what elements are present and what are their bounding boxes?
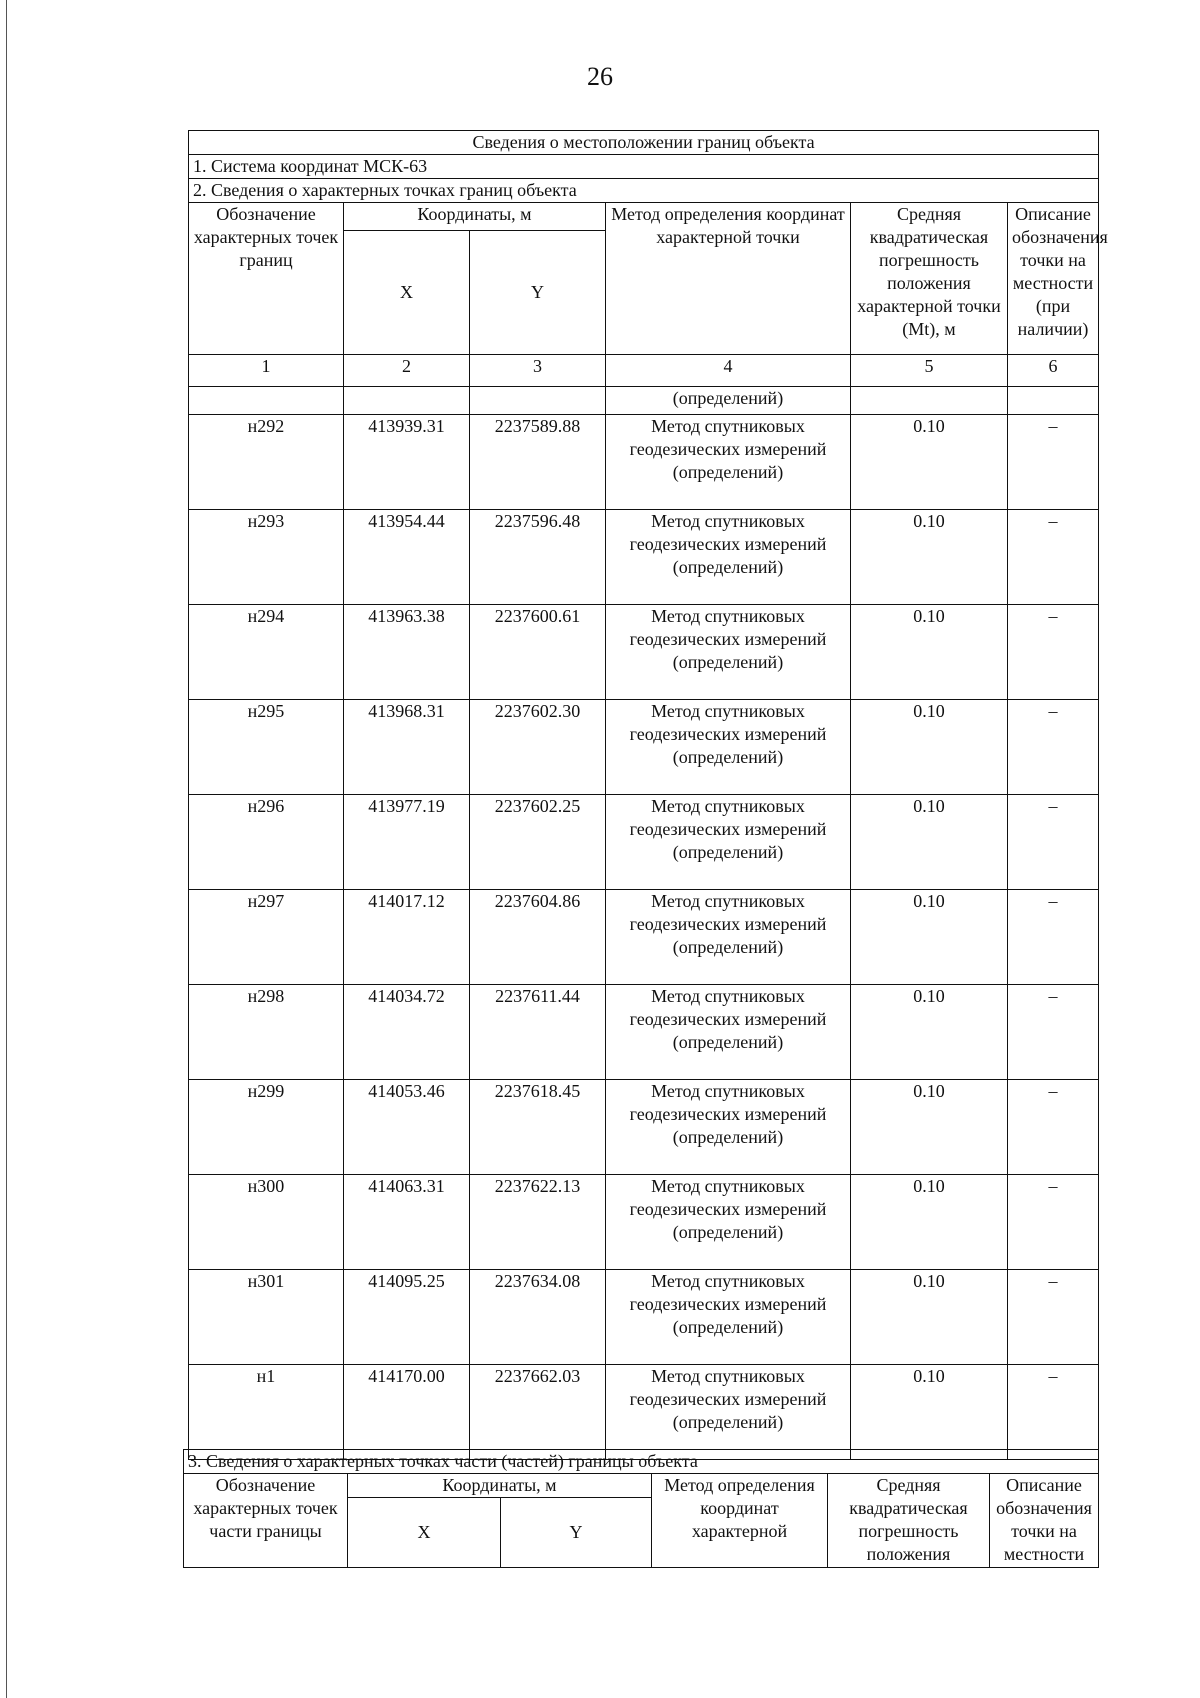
col-number-1: 1 [189,355,344,387]
table-title: Сведения о местоположении границ объекта [189,131,1099,155]
error-value: 0.10 [851,795,1008,890]
coord-x: 413977.19 [344,795,470,890]
point-designation: н296 [189,795,344,890]
point-description: – [1008,1270,1099,1365]
section-2-title: 2. Сведения о характерных точках границ объекта [189,179,1099,203]
coord-y: 2237634.08 [470,1270,606,1365]
table-row [189,1080,1099,1175]
table-row [189,605,1099,700]
header3-designation: Обозначение характерных точек части границы [184,1474,348,1568]
table-row [189,985,1099,1080]
header-coordinates: Координаты, м [344,203,606,231]
error-value: 0.10 [851,1365,1008,1460]
coord-x: 414095.25 [344,1270,470,1365]
table-row [189,700,1099,795]
method-text: Метод спутниковых геодезических измерений (определений) [606,795,851,890]
coord-y: 2237604.86 [470,890,606,985]
point-designation: н299 [189,1080,344,1175]
point-description: – [1008,795,1099,890]
coord-y: 2237600.61 [470,605,606,700]
coord-x: 414017.12 [344,890,470,985]
coord-y: 2237602.25 [470,795,606,890]
point-description: – [1008,1080,1099,1175]
header-description: Описание обозначения точки на местности (при наличии) [1008,203,1099,355]
coord-y: 2237662.03 [470,1365,606,1460]
coord-x: 413963.38 [344,605,470,700]
method-text: Метод спутниковых геодезических измерений (определений) [606,510,851,605]
coord-y: 2237596.48 [470,510,606,605]
point-description: – [1008,1175,1099,1270]
continuation-cell [189,387,344,415]
point-designation: н294 [189,605,344,700]
coord-x: 413968.31 [344,700,470,795]
point-description: – [1008,700,1099,795]
coord-y: 2237589.88 [470,415,606,510]
coord-y: 2237611.44 [470,985,606,1080]
point-description: – [1008,510,1099,605]
continuation-cell [344,387,470,415]
error-value: 0.10 [851,700,1008,795]
point-designation: н293 [189,510,344,605]
table-row [189,510,1099,605]
table-row [189,795,1099,890]
coord-y: 2237622.13 [470,1175,606,1270]
table-row [189,1365,1099,1460]
point-designation: н292 [189,415,344,510]
point-designation: н1 [189,1365,344,1460]
continuation-cell [470,387,606,415]
coord-y: 2237618.45 [470,1080,606,1175]
table-row [189,890,1099,985]
coord-x: 413939.31 [344,415,470,510]
table-row [189,1270,1099,1365]
section-1-title: 1. Система координат МСК-63 [189,155,1099,179]
coord-x: 414170.00 [344,1365,470,1460]
method-text: Метод спутниковых геодезических измерений (определений) [606,700,851,795]
table-row [189,415,1099,510]
col-number-3: 3 [470,355,606,387]
header-method: Метод определения координат характерной точки [606,203,851,355]
point-description: – [1008,415,1099,510]
coord-x: 413954.44 [344,510,470,605]
point-designation: н300 [189,1175,344,1270]
method-text: Метод спутниковых геодезических измерений (определений) [606,415,851,510]
coord-y: 2237602.30 [470,700,606,795]
method-text: Метод спутниковых геодезических измерений (определений) [606,605,851,700]
method-text: Метод спутниковых геодезических измерений (определений) [606,1270,851,1365]
method-text: Метод спутниковых геодезических измерений (определений) [606,1175,851,1270]
col-number-2: 2 [344,355,470,387]
point-designation: н295 [189,700,344,795]
col-number-5: 5 [851,355,1008,387]
col-number-4: 4 [606,355,851,387]
boundary-table [188,130,1108,1460]
error-value: 0.10 [851,1080,1008,1175]
header-designation: Обозначение характерных точек границ [189,203,344,355]
continuation-method: (определений) [606,387,851,415]
header3-coordinates: Координаты, м [348,1474,652,1498]
point-description: – [1008,890,1099,985]
error-value: 0.10 [851,1270,1008,1365]
method-text: Метод спутниковых геодезических измерений (определений) [606,1080,851,1175]
coord-x: 414063.31 [344,1175,470,1270]
error-value: 0.10 [851,985,1008,1080]
error-value: 0.10 [851,510,1008,605]
coord-x: 414053.46 [344,1080,470,1175]
binding-margin-line [6,0,7,1698]
header-x: X [344,231,470,355]
table-row [189,1175,1099,1270]
error-value: 0.10 [851,605,1008,700]
error-value: 0.10 [851,890,1008,985]
error-value: 0.10 [851,1175,1008,1270]
point-description: – [1008,605,1099,700]
page-number: 26 [587,62,613,91]
header-y: Y [470,231,606,355]
error-value: 0.10 [851,415,1008,510]
header3-x: X [348,1498,501,1568]
coord-x: 414034.72 [344,985,470,1080]
header3-method: Метод определения координат характерной [652,1474,828,1568]
point-designation: н301 [189,1270,344,1365]
continuation-cell [851,387,1008,415]
header3-error: Средняя квадратическая погрешность положения [828,1474,990,1568]
header3-y: Y [501,1498,652,1568]
point-description: – [1008,985,1099,1080]
part-boundary-table [183,1449,1099,1568]
header-error: Средняя квадратическая погрешность положения характерной точки (Mt), м [851,203,1008,355]
col-number-6: 6 [1008,355,1099,387]
section-3-title: 3. Сведения о характерных точках части (частей) границы объекта [184,1450,1099,1474]
method-text: Метод спутниковых геодезических измерений (определений) [606,890,851,985]
method-text: Метод спутниковых геодезических измерений (определений) [606,1365,851,1460]
point-description: – [1008,1365,1099,1460]
point-designation: н298 [189,985,344,1080]
continuation-cell [1008,387,1099,415]
method-text: Метод спутниковых геодезических измерений (определений) [606,985,851,1080]
point-designation: н297 [189,890,344,985]
header3-description: Описание обозначения точки на местности [990,1474,1099,1568]
